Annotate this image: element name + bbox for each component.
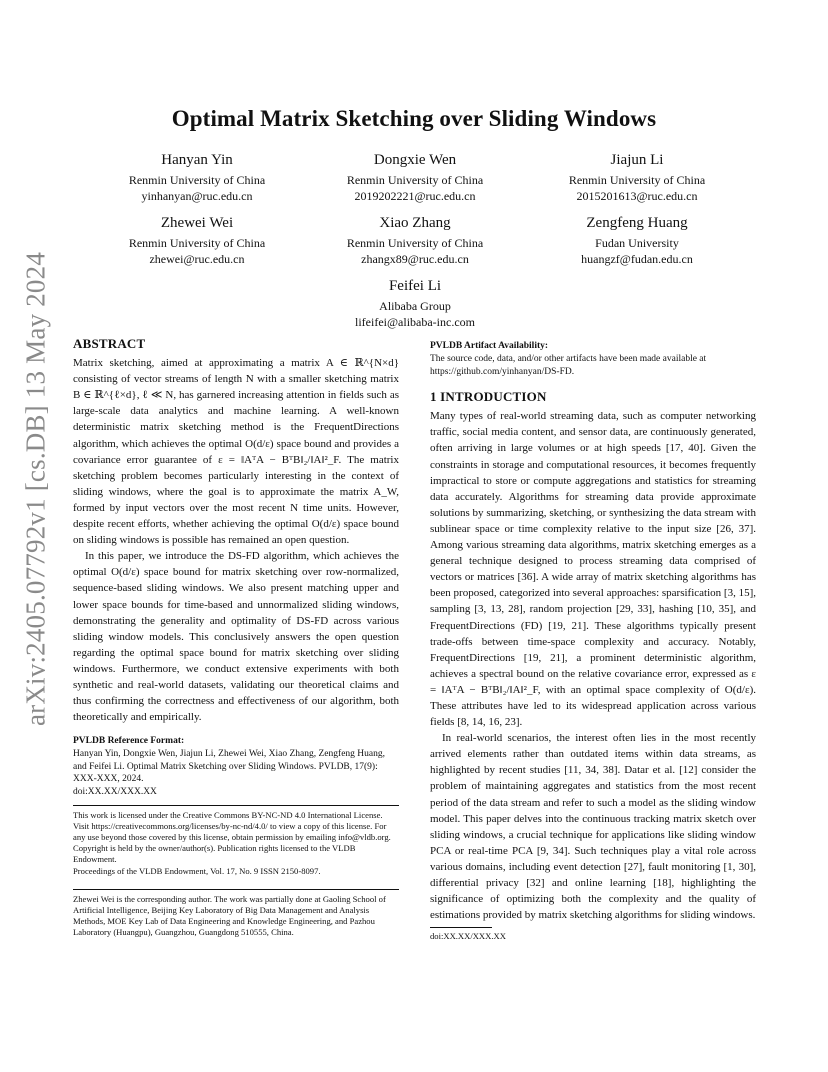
- arxiv-sidebar-stamp: [20, 251, 52, 727]
- reference-format-text: Hanyan Yin, Dongxie Wen, Jiajun Li, Zhewei Wei, Xiao Zhang, Zengfeng Huang, and Feifei Li. Optimal Matrix Sketching over Sliding Windows. PVLDB, 17(9): XXX-XXX, 2024.: [73, 749, 385, 785]
- author-affiliation: Renmin University of China: [346, 173, 484, 187]
- author-block: [522, 151, 752, 204]
- author-affiliation: Renmin University of China: [568, 173, 706, 187]
- abstract-heading: ABSTRACT: [73, 336, 146, 351]
- abstract-paragraph: Matrix sketching, aimed at approximating a matrix A ∈ ℝ^{N×d} consisting of vector streams of length N with a smaller sketching matrix B ∈ ℝ^{ℓ×d}, ℓ ≪ N, has garnered increasing attention in fields such as large-scale data analytics and machine learning. A well-known deterministic matrix sketching method is the FrequentDirections algorithm, which achieves the optimal O(d/ε) space bound and provides a covariance error guarantee of ε = ‖AᵀA − BᵀB‖₂/‖A‖²_F. The matrix sketching problem becomes particularly interesting in the context of sliding windows, where the goal is to approximate the matrix A_W, formed by input vectors over the most recent N time units. However, despite recent efforts, whether achieving the optimal O(d/ε) space bound on sliding windows is possible has remained an open question.: [73, 357, 399, 547]
- license-text: This work is licensed under the Creative Commons BY-NC-ND 4.0 International License. Visit https://creativecommons.org/licenses/by-nc-nd/4.0/ to view a copy of this license. For any use beyond those covered by this license, obtain permission by emailing info@vldb.org. Copyright is held by the owner/author(s). Publication rights licensed to the VLDB Endowment.: [73, 809, 391, 865]
- author-name: Hanyan Yin: [161, 152, 233, 168]
- author-name: Jiajun Li: [610, 152, 664, 168]
- reference-doi[interactable]: doi:XX.XX/XXX.XX: [73, 787, 157, 798]
- author-email[interactable]: zhangx89@ruc.edu.cn: [361, 252, 469, 266]
- author-block: [300, 151, 530, 204]
- intro-paragraph: Many types of real-world streaming data, such as computer networking traffic, social media content, and sensor data, are continuously generated, often arriving in large volumes or at high speeds [17, 40]. Given the constraints in storage and computational resources, it becomes frequently impractical to store or compute aggregations and statistics for streaming data accurately. Algorithms for streaming data provide approximate solutions by summarizing, sketching, or synthesizing the data stream with sublinear space or time complexity relative to the input size [26, 37]. Among various streaming data algorithms, matrix sketching emerges as a general technique designed to process streaming data comprised of vectors or matrices [36]. A wide array of matrix sketching algorithms has been proposed, categorized into several approaches: sparsification [3, 15], sampling [3, 13, 28], random projection [29, 33], hashing [10, 35], and FrequentDirections (FD) [19, 21]. These algorithms typically present trade-offs between time-space complexity and accuracy. Notably, FrequentDirections [19, 21], a prominent deterministic algorithm, achieves a spectral bound on the relative covariance error, expressed as ε = ‖AᵀA − BᵀB‖₂/‖A‖²_F, with an optimal space complexity of O(d/ε). These attributes have led to its widespread application across various fields [8, 14, 16, 23].: [430, 410, 756, 729]
- author-affiliation: Renmin University of China: [346, 236, 484, 250]
- author-block: [300, 277, 530, 330]
- author-name: Zengfeng Huang: [586, 215, 688, 231]
- author-name: Dongxie Wen: [373, 152, 457, 168]
- author-email[interactable]: huangzf@fudan.edu.cn: [581, 252, 693, 266]
- author-affiliation: Renmin University of China: [128, 236, 266, 250]
- proceedings-line: Proceedings of the VLDB Endowment, Vol. 17, No. 9 ISSN 2150-8097.: [73, 865, 321, 876]
- author-name: Zhewei Wei: [160, 215, 234, 231]
- author-name: Feifei Li: [388, 278, 442, 294]
- left-column: [73, 336, 399, 939]
- author-email[interactable]: zhewei@ruc.edu.cn: [149, 252, 245, 266]
- artifact-heading: PVLDB Artifact Availability:: [430, 341, 549, 351]
- intro-paragraph: In real-world scenarios, the interest often lies in the most recently arrived elements rather than outdated items within data streams, as highlighted by recent studies [11, 34, 38]. Datar et al. [12] consider the problem of maintaining aggregates and statistics from the most recent period of the data stream and refer to such a model as the sliding window model. This paper delves into the continuous tracking matrix sketch over sliding windows, a crucial technique for applications like sliding window PCA or real-time PCA [9, 34]. Such techniques play a vital role across various domains, including event detection [27], fault monitoring [1, 30], differential privacy [32] and online learning [18], highlighting the significance of optimizing both the complexity and the quality of estimations provided by matrix sketching algorithms for sliding windows.: [430, 732, 756, 922]
- right-column: [430, 340, 756, 942]
- author-affiliation: Alibaba Group: [379, 299, 451, 313]
- introduction-heading: 1 INTRODUCTION: [430, 389, 547, 405]
- author-block: [82, 151, 312, 204]
- footnote-divider: [73, 889, 399, 890]
- author-block: [82, 214, 312, 267]
- arxiv-id: arXiv:2405.07792v1 [cs.DB] 13 May 2024: [20, 251, 51, 727]
- author-email[interactable]: lifeifei@alibaba-inc.com: [355, 315, 475, 329]
- author-name: Xiao Zhang: [379, 215, 451, 231]
- artifact-text: The source code, data, and/or other artifacts have been made available at https://github.com/yinhanyan/DS-FD.: [430, 354, 707, 377]
- author-email[interactable]: 2019202221@ruc.edu.cn: [354, 189, 476, 203]
- author-email[interactable]: 2015201613@ruc.edu.cn: [576, 189, 698, 203]
- doi-divider: [430, 927, 492, 928]
- author-block: [522, 214, 752, 267]
- paper-title: Optimal Matrix Sketching over Sliding Windows: [171, 106, 657, 131]
- author-email[interactable]: yinhanyan@ruc.edu.cn: [141, 189, 253, 203]
- author-block: [300, 214, 530, 267]
- author-affiliation: Renmin University of China: [128, 173, 266, 187]
- abstract-paragraph: In this paper, we introduce the DS-FD algorithm, which achieves the optimal O(d/ε) space bound for matrix sketching over row-normalized, sequence-based sliding windows. We also present matching upper and lower space bounds for time-based and unnormalized sliding windows, demonstrating the generality and optimality of DS-FD across various sliding window models. This conclusively answers the open question regarding the optimal space bound for matrix sketching over sliding windows. Furthermore, we conduct extensive experiments with both synthetic and real-world datasets, validating our theoretical claims and thus confirming the correctness and effectiveness of our algorithm, both theoretically and empirically.: [73, 550, 399, 724]
- reference-format-heading: PVLDB Reference Format:: [73, 736, 185, 747]
- intro-doi[interactable]: doi:XX.XX/XXX.XX: [430, 931, 506, 942]
- author-affiliation: Fudan University: [595, 236, 679, 250]
- license-divider: [73, 805, 399, 806]
- footnote-text: Zhewei Wei is the corresponding author. The work was partially done at Gaoling School of Artificial Intelligence, Beijing Key Laboratory of Big Data Management and Analysis Methods, MOE Key Lab of Data Engineering and Knowledge Engineering, and Pazhou Laboratory (Huangpu), Guangzhou, Guangdong 510555, China.: [73, 893, 386, 938]
